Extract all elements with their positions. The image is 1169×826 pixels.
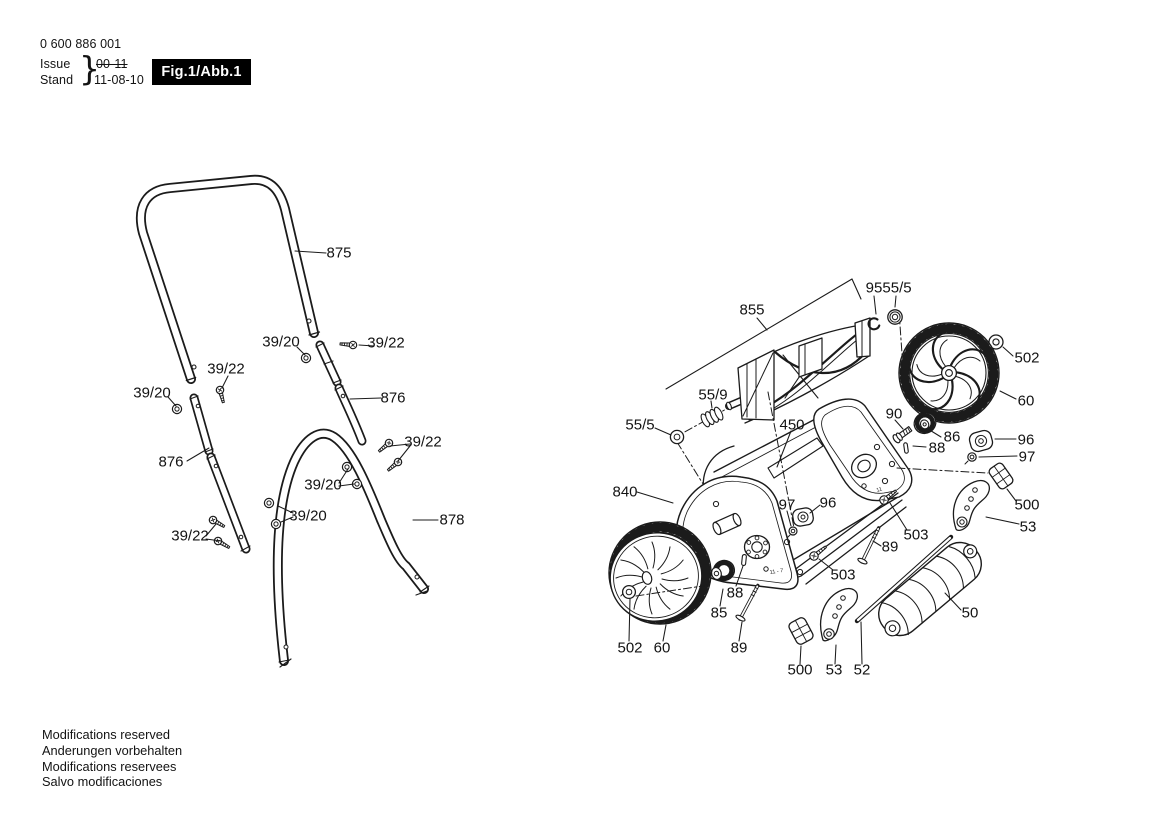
stand-value: 11-08-10 <box>94 73 144 87</box>
part-callout-89: 89 <box>881 538 899 556</box>
part-callout-876: 876 <box>380 389 406 407</box>
issue-label: Issue <box>40 57 71 71</box>
part-callout-60: 60 <box>653 639 671 657</box>
part-callout-97: 97 <box>778 496 796 514</box>
part-callout-450: 450 <box>779 416 805 434</box>
part-callout-90: 90 <box>885 405 903 423</box>
footer-notice <box>42 727 182 790</box>
part-callout-96: 96 <box>1017 431 1035 449</box>
part-callout-855: 855 <box>739 301 765 319</box>
part-callout-52: 52 <box>853 661 871 679</box>
part-callout-39-20: 39/20 <box>289 507 327 525</box>
footer-line-de: Anderungen vorbehalten <box>42 742 183 758</box>
part-callout-875: 875 <box>326 244 352 262</box>
part-callout-50: 50 <box>961 604 979 622</box>
part-callout-39-20: 39/20 <box>262 333 300 351</box>
part-callout-88: 88 <box>726 584 744 602</box>
part-callout-60: 60 <box>1017 392 1035 410</box>
part-callout-39-20: 39/20 <box>304 476 342 494</box>
stand-label: Stand <box>40 73 74 87</box>
part-callout-502: 502 <box>1014 349 1040 367</box>
part-callout-95: 95 <box>865 279 883 297</box>
part-callout-89: 89 <box>730 639 748 657</box>
part-callout-53: 53 <box>1019 518 1037 536</box>
part-callout-503: 503 <box>903 526 929 544</box>
document-part-number: 0 600 886 001 <box>40 37 122 51</box>
part-callout-500: 500 <box>1014 496 1040 514</box>
plate-marking-left: 11 - 7 <box>769 567 784 576</box>
part-callout-55-9: 55/9 <box>698 386 728 404</box>
footer-line-en: Modifications reserved <box>42 727 171 742</box>
part-callout-876: 876 <box>158 453 184 471</box>
issue-value-struck: 00-11 <box>96 57 128 71</box>
plate-marking-right: 11 <box>875 486 884 494</box>
part-callout-88: 88 <box>928 439 946 457</box>
figure-label: Fig.1/Abb.1 <box>161 64 242 80</box>
issue-stand-brace: } <box>79 49 100 88</box>
part-callout-53: 53 <box>825 661 843 679</box>
part-callout-39-22: 39/22 <box>404 433 442 451</box>
part-callout-39-22: 39/22 <box>207 360 245 378</box>
footer-line-fr: Modifications reservees <box>42 758 177 774</box>
part-callout-96: 96 <box>819 494 837 512</box>
part-callout-500: 500 <box>787 661 813 679</box>
part-callout-85: 85 <box>710 604 728 622</box>
part-callout-97: 97 <box>1018 448 1036 466</box>
part-callout-39-20: 39/20 <box>133 384 171 402</box>
part-callout-503: 503 <box>830 566 856 584</box>
part-callout-39-22: 39/22 <box>171 527 209 545</box>
part-callout-86: 86 <box>943 428 961 446</box>
part-callout-55-5: 55/5 <box>882 279 912 297</box>
part-callout-878: 878 <box>439 511 465 529</box>
part-callout-840: 840 <box>612 483 638 501</box>
part-callout-39-22: 39/22 <box>367 334 405 352</box>
part-callout-55-5: 55/5 <box>625 416 655 434</box>
footer-line-es: Salvo modificaciones <box>42 774 163 790</box>
part-callout-502: 502 <box>617 639 643 657</box>
